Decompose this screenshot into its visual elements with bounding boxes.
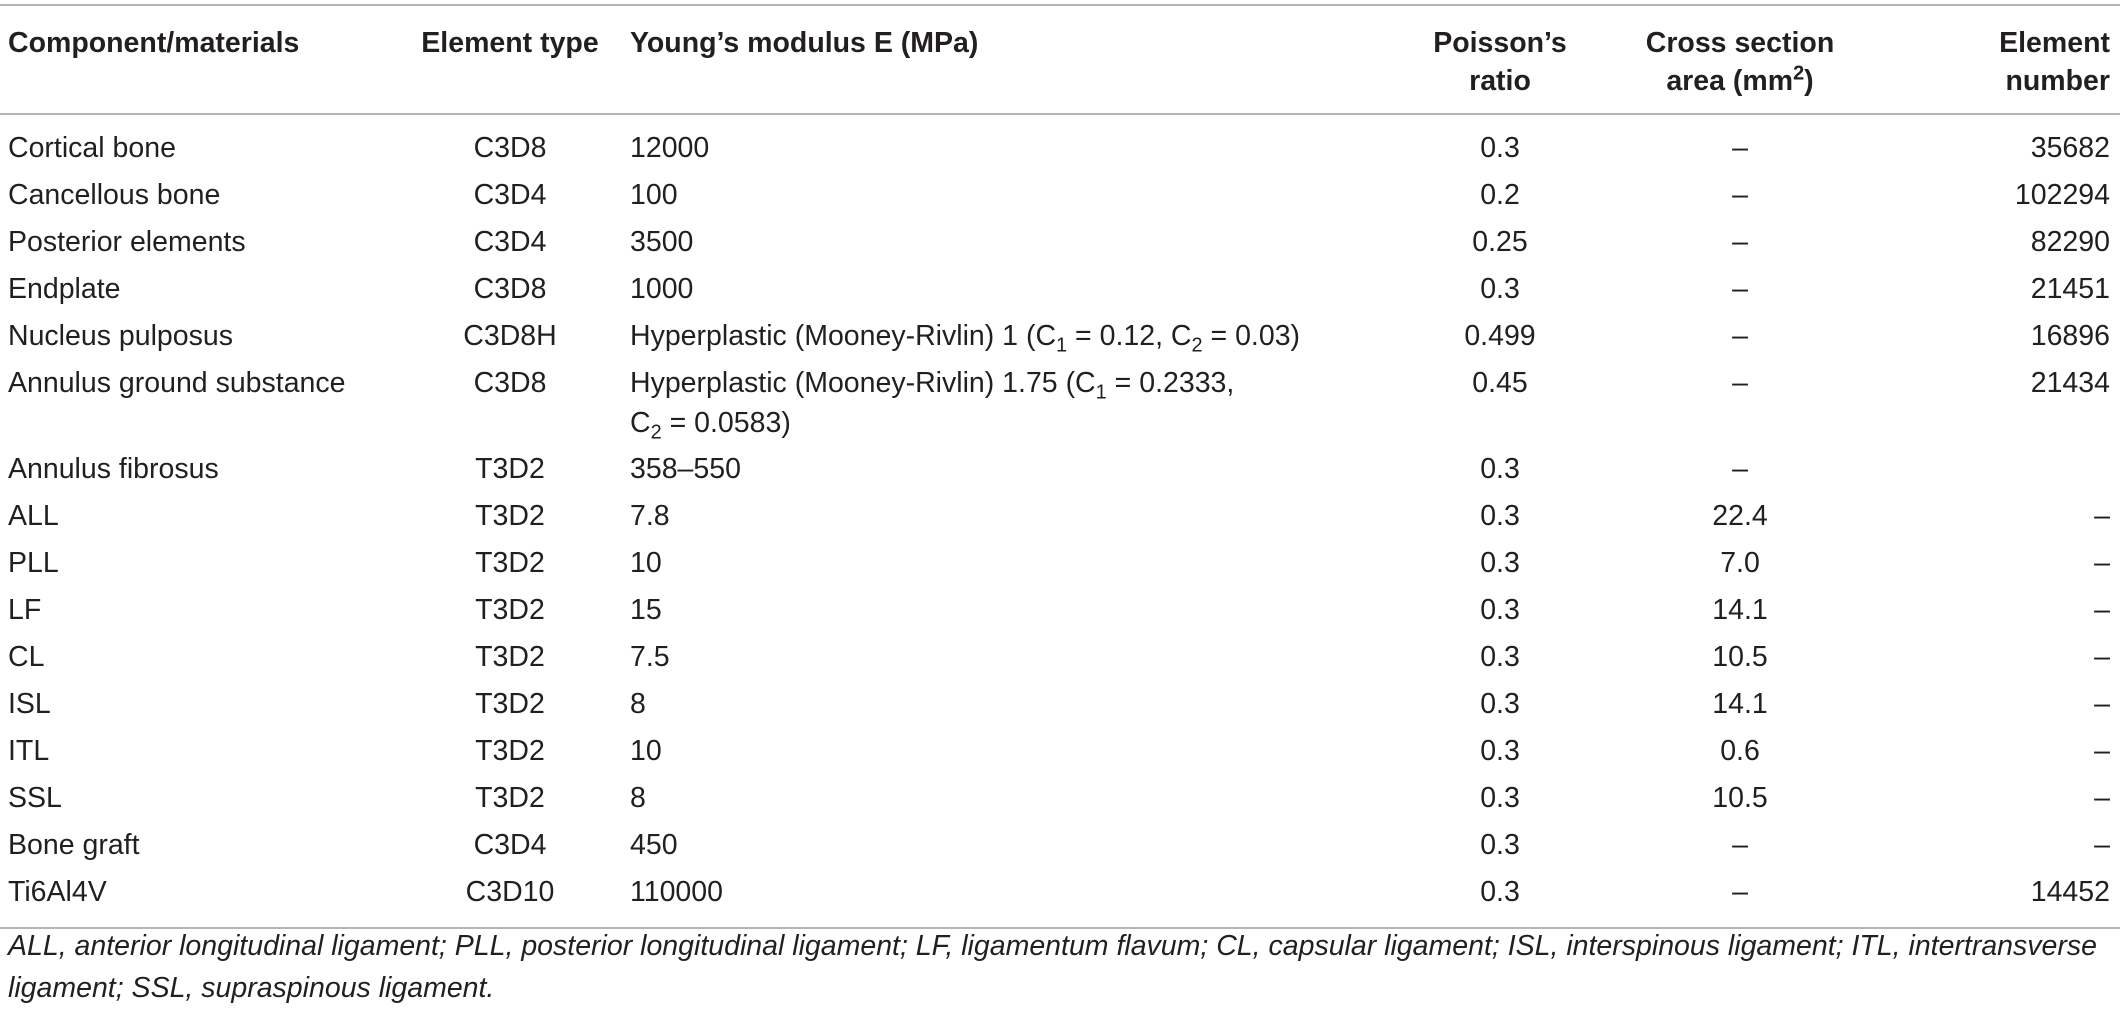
cell-element-type: C3D8H	[463, 320, 557, 352]
cell-poissons-ratio: 0.3	[1480, 500, 1520, 532]
cell-cross-section-area: 10.5	[1712, 641, 1768, 673]
header-element-line2: number	[2005, 65, 2110, 97]
table-row	[0, 316, 2120, 363]
header-youngs-modulus: Young’s modulus E (MPa)	[630, 27, 979, 59]
cell-element-type: T3D2	[475, 782, 545, 814]
cell-cross-section-area: 22.4	[1712, 500, 1768, 532]
cell-poissons-ratio: 0.3	[1480, 829, 1520, 861]
cell-element-type: T3D2	[475, 453, 545, 485]
header-element-type: Element type	[421, 27, 599, 59]
table-header	[0, 5, 2120, 114]
cell-element-type: C3D10	[465, 876, 555, 908]
cell-element-type: T3D2	[475, 735, 545, 767]
cell-cross-section-area: 7.0	[1720, 547, 1760, 579]
table-row	[0, 872, 2120, 928]
cell-element-number: –	[2094, 547, 2110, 579]
cell-component: ISL	[8, 688, 51, 720]
cell-component: ALL	[8, 500, 59, 532]
cell-element-number: –	[2094, 641, 2110, 673]
cell-youngs-modulus: 8	[630, 688, 646, 720]
cell-component: Posterior elements	[8, 226, 246, 258]
cell-element-number: 21451	[2030, 273, 2110, 305]
cell-cross-section-area: –	[1732, 132, 1748, 164]
cell-youngs-modulus: 10	[630, 547, 662, 579]
cell-element-type: T3D2	[475, 547, 545, 579]
cell-cross-section-area: –	[1732, 226, 1748, 258]
cell-component: LF	[8, 594, 42, 626]
header-poissons-ratio	[1380, 5, 1620, 114]
table-row	[0, 175, 2120, 222]
cell-poissons-ratio: 0.3	[1480, 547, 1520, 579]
cell-poissons-ratio: 0.2	[1480, 179, 1520, 211]
cell-element-type: C3D8	[473, 367, 547, 399]
table-row	[0, 543, 2120, 590]
cell-element-type: T3D2	[475, 594, 545, 626]
cell-youngs-modulus: 12000	[630, 132, 710, 164]
header-poisson-line2: ratio	[1469, 65, 1531, 97]
table-body	[0, 114, 2120, 928]
cell-component: ITL	[8, 735, 50, 767]
cell-component: Annulus ground substance	[8, 367, 346, 399]
table-row	[0, 684, 2120, 731]
cell-youngs-modulus: 7.5	[630, 641, 670, 673]
cell-youngs-modulus: 3500	[630, 226, 694, 258]
header-row	[0, 5, 2120, 114]
cell-element-number: –	[2094, 829, 2110, 861]
cell-poissons-ratio: 0.499	[1464, 320, 1536, 352]
cell-youngs-modulus: 100	[630, 179, 678, 211]
cell-component: CL	[8, 641, 45, 673]
cell-component: PLL	[8, 547, 59, 579]
cell-poissons-ratio: 0.3	[1480, 132, 1520, 164]
cell-poissons-ratio: 0.3	[1480, 735, 1520, 767]
table-footnote: ALL, anterior longitudinal ligament; PLL, posterior longitudinal ligament; LF, ligamentum flavum; CL, capsular ligament; ISL, interspinous ligament; ITL, intertransverse ligament; SSL, supraspinous ligament.	[8, 930, 2097, 1004]
cell-element-number: 16896	[2030, 320, 2110, 352]
cell-poissons-ratio: 0.3	[1480, 453, 1520, 485]
cell-cross-section-area: 0.6	[1720, 735, 1760, 767]
cell-cross-section-area: –	[1732, 876, 1748, 908]
table-row	[0, 825, 2120, 872]
table-row	[0, 637, 2120, 684]
cell-element-type: C3D4	[473, 179, 547, 211]
cell-element-type: C3D4	[473, 829, 547, 861]
cell-youngs-modulus: 8	[630, 782, 646, 814]
cell-element-number: 82290	[2030, 226, 2110, 258]
cell-poissons-ratio: 0.45	[1472, 367, 1528, 399]
table-row	[0, 269, 2120, 316]
header-cross-line2: area $(mm^2)$	[1666, 62, 1814, 97]
cell-component: Endplate	[8, 273, 121, 305]
cell-poissons-ratio: 0.3	[1480, 273, 1520, 305]
cell-poissons-ratio: 0.25	[1472, 226, 1528, 258]
cell-element-number: –	[2094, 735, 2110, 767]
header-element-number	[1860, 5, 2120, 114]
cell-element-type: C3D4	[473, 226, 547, 258]
cell-cross-section-area: 10.5	[1712, 782, 1768, 814]
cell-youngs-modulus: Hyperplastic (Mooney-Rivlin) 1 ($C_1 = 0.12$, $C_2 = 0.03$)	[630, 320, 1301, 357]
cell-component: Cortical bone	[8, 132, 176, 164]
cell-youngs-modulus: 15	[630, 594, 662, 626]
header-element-line1: Element	[1999, 27, 2110, 59]
header-component: Component/materials	[8, 27, 300, 59]
cell-cross-section-area: –	[1732, 320, 1748, 352]
cell-youngs-modulus: 358–550	[630, 453, 741, 485]
cell-element-type: T3D2	[475, 688, 545, 720]
cell-cross-section-area: –	[1732, 367, 1748, 399]
cell-component: SSL	[8, 782, 62, 814]
cell-cross-section-area: –	[1732, 179, 1748, 211]
table-row	[0, 590, 2120, 637]
table-row	[0, 778, 2120, 825]
cell-cross-section-area: 14.1	[1712, 594, 1768, 626]
cell-element-type: T3D2	[475, 500, 545, 532]
cell-element-number	[1860, 449, 2120, 496]
cell-element-number: –	[2094, 782, 2110, 814]
cell-element-number: 35682	[2030, 132, 2110, 164]
cell-cross-section-area: –	[1732, 829, 1748, 861]
cell-poissons-ratio: 0.3	[1480, 641, 1520, 673]
cell-youngs-modulus: 450	[630, 829, 678, 861]
cell-poissons-ratio: 0.3	[1480, 782, 1520, 814]
cell-youngs-modulus: 1000	[630, 273, 694, 305]
cell-cross-section-area: –	[1732, 273, 1748, 305]
header-cross-line1: Cross section	[1645, 27, 1835, 59]
cell-element-type: C3D8	[473, 273, 547, 305]
cell-element-number: –	[2094, 688, 2110, 720]
cell-youngs-modulus: 10	[630, 735, 662, 767]
cell-poissons-ratio: 0.3	[1480, 594, 1520, 626]
cell-poissons-ratio: 0.3	[1480, 688, 1520, 720]
cell-component: Ti6Al4V	[8, 876, 107, 908]
table-row	[0, 449, 2120, 496]
cell-youngs-modulus: 7.8	[630, 500, 670, 532]
table-row	[0, 222, 2120, 269]
cell-element-number: –	[2094, 594, 2110, 626]
header-cross-section-area	[1620, 5, 1860, 114]
cell-component: Cancellous bone	[8, 179, 221, 211]
cell-element-type: C3D8	[473, 132, 547, 164]
cell-element-number: –	[2094, 500, 2110, 532]
cell-element-type: T3D2	[475, 641, 545, 673]
cell-element-number: 21434	[2030, 367, 2110, 399]
table-row	[0, 496, 2120, 543]
cell-youngs-modulus: 110000	[630, 876, 723, 908]
cell-youngs-modulus: Hyperplastic (Mooney-Rivlin) 1.75 ($C_1 = 0.2333$, $C_2 = 0.0583$)	[630, 367, 1235, 444]
cell-component: Annulus fibrosus	[8, 453, 219, 485]
cell-component: Bone graft	[8, 829, 140, 861]
cell-poissons-ratio: 0.3	[1480, 876, 1520, 908]
table-row	[0, 363, 2120, 449]
materials-table	[0, 4, 2120, 929]
table-row	[0, 731, 2120, 778]
cell-element-number: 102294	[2014, 179, 2110, 211]
cell-cross-section-area: –	[1732, 453, 1748, 485]
header-poisson-line1: Poisson’s	[1433, 27, 1567, 59]
table-row	[0, 114, 2120, 175]
cell-component: Nucleus pulposus	[8, 320, 233, 352]
cell-cross-section-area: 14.1	[1712, 688, 1768, 720]
cell-element-number: 14452	[2030, 876, 2110, 908]
